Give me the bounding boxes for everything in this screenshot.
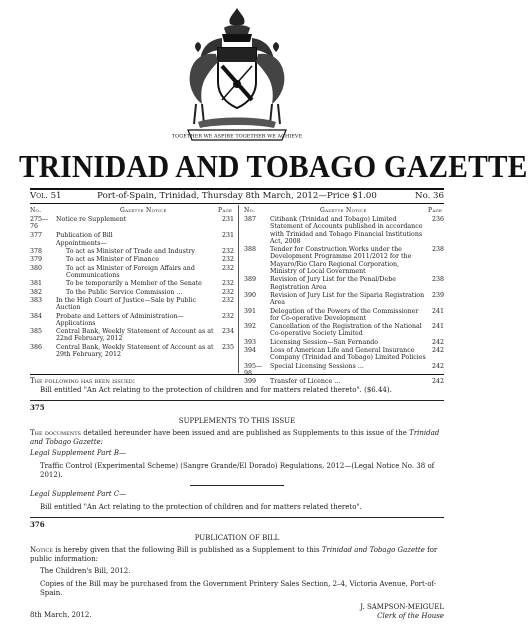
- contents-row: [244, 339, 444, 346]
- col-notice-right: Gazette Notice: [320, 207, 367, 214]
- contents-row: [30, 289, 234, 296]
- page-number: 232: [221, 296, 234, 304]
- contents-row: [244, 363, 444, 378]
- volume-label: Vol. 51: [30, 191, 62, 201]
- page-number: 235: [221, 343, 234, 351]
- notice-title: Probate and Letters of Administration—Applications: [56, 312, 184, 327]
- notice-number: 377: [30, 231, 43, 239]
- notice-title: Notice re Supplement: [56, 216, 127, 223]
- notice-title: Cancellation of the Registration of the National Co-operative Society Limited: [270, 323, 422, 338]
- notice-title: Appointments—: [56, 239, 107, 247]
- notice-title: To act as Minister of Trade and Industry: [66, 248, 195, 256]
- notice-number: 384: [30, 312, 43, 320]
- signature-block: [30, 603, 444, 625]
- notice-title: Transfer of Licence ...: [270, 378, 341, 386]
- coat-of-arms-icon: [171, 4, 303, 146]
- notice-number: 380: [30, 264, 43, 272]
- issue-number: No. 36: [415, 191, 444, 201]
- notice-intro: [30, 429, 444, 446]
- bill-issued-block: [30, 377, 444, 394]
- svg-text:TOGETHER WE ASPIRE TOGETHER WE: TOGETHER WE ASPIRE TOGETHER WE ACHIEVE: [171, 133, 303, 140]
- col-page-right: Page: [428, 207, 443, 214]
- notice-intro: [30, 546, 444, 563]
- notice-title: Delegation of the Powers of the Commissioner for Co-operative Development: [270, 307, 419, 322]
- contents-row: [30, 328, 234, 343]
- notice-number: 386: [30, 343, 43, 351]
- notice-heading: PUBLICATION OF BILL: [194, 533, 280, 542]
- notice-date: 8th March, 2012.: [30, 611, 92, 620]
- page-number: 242: [431, 362, 444, 370]
- signatory-block: [360, 603, 444, 620]
- legal-supplement-b: Legal Supplement Part B—: [30, 449, 126, 458]
- intro-lead: Notice: [30, 546, 54, 555]
- notice-title: To the Public Service Commission ...: [66, 288, 183, 296]
- notice-number: 394: [244, 347, 257, 355]
- contents-row: [30, 297, 234, 312]
- col-notice-left: Gazette Notice: [120, 207, 167, 214]
- col-no-left: No.: [30, 207, 42, 214]
- notice-title: Loss of American Life and General Insurance Company (Trinidad and Tobago) Limited Policies: [270, 347, 426, 362]
- notice-375-part-c: [30, 490, 444, 511]
- contents-row: [30, 248, 234, 255]
- notice-title: Revision of Jury List for the Penal/Debe Registration Area: [270, 276, 396, 291]
- notice-title: To be temporarily a Member of the Senate: [66, 280, 202, 288]
- notice-number: 375: [30, 403, 45, 412]
- contents-row: [30, 256, 234, 263]
- bill-issued-heading: The following has been issued:: [30, 377, 136, 385]
- notice-title: Special Licensing Sessions ...: [270, 362, 364, 370]
- notice-title: Central Bank, Weekly Statement of Account as at 22nd February, 2012: [56, 328, 214, 343]
- signatory-title: Clerk of the House: [377, 611, 444, 620]
- divider: [30, 517, 444, 518]
- page-number: 231: [221, 231, 234, 239]
- notice-number: 390: [244, 291, 257, 299]
- intro-tail: for public information:: [30, 546, 438, 563]
- notice-number: 381: [30, 280, 43, 288]
- notice-title: To act as Minister of Foreign Affairs and Communications: [66, 264, 195, 280]
- intro-rest: detailed hereunder have been issued and are published as Supplements to this issue of the: [80, 429, 410, 438]
- col-page-left: Page: [218, 207, 233, 214]
- contents-row: [244, 292, 444, 307]
- contents-row: [30, 240, 234, 247]
- notice-number: 391: [244, 307, 257, 315]
- contents-row: [30, 313, 234, 328]
- bill-issued-text: Bill entitled "An Act relating to the protection of children and for matters related thereto". ($6.44).: [40, 385, 392, 394]
- notice-number: 393: [244, 338, 257, 346]
- page-number: 239: [431, 291, 444, 299]
- notice-title: Citibank (Trinidad and Tobago) Limited Statement of Accounts published in accordance with Trinidad and Tobago Financial Institutions Act, 2008: [270, 216, 423, 245]
- notice-number: 382: [30, 288, 43, 296]
- signatory-name: J. SAMPSON-MEIGUEL: [360, 603, 444, 612]
- masthead-bar: [30, 190, 444, 203]
- page-number: 232: [221, 280, 234, 288]
- contents-row: [30, 280, 234, 287]
- short-divider: [190, 485, 284, 486]
- page-number: [220, 240, 234, 247]
- contents-row: [30, 232, 234, 239]
- contents-row: [30, 344, 234, 359]
- contents-row: [244, 347, 444, 362]
- notice-title: Tender for Construction Works under the Development Programme 2011/2012 for the Mayaro/Rio Claro Regional Corporation, Ministry of Local Government: [270, 246, 412, 276]
- page-number: 232: [221, 312, 234, 320]
- gazette-title: TRINIDAD AND TOBAGO GAZETTE: [18, 148, 528, 184]
- col-no-right: No.: [244, 207, 256, 214]
- page-number: 238: [431, 246, 444, 254]
- intro-italic: Trinidad and Tobago Gazette:: [30, 429, 440, 446]
- masthead-rule-bottom: [30, 203, 444, 204]
- page-number: 232: [221, 264, 234, 272]
- contents-row: [30, 216, 234, 231]
- notice-number: 387: [244, 216, 257, 223]
- notice-heading: SUPPLEMENTS TO THIS ISSUE: [178, 416, 296, 425]
- notice-title: Revision of Jury List for the Siparia Registration Area: [270, 291, 425, 307]
- notice-number: 389: [244, 276, 257, 284]
- contents-rule-bottom: [30, 374, 444, 375]
- notice-title: Central Bank, Weekly Statement of Account as at 29th February, 2012: [56, 343, 214, 359]
- notice-number: 275—76: [30, 216, 49, 231]
- page-number: 232: [221, 256, 234, 264]
- notice-title: To act as Minister of Finance: [66, 256, 159, 264]
- notice-number: 388: [244, 246, 257, 254]
- contents-row: [30, 265, 234, 280]
- page-number: 242: [431, 378, 444, 386]
- legal-supplement-c: Legal Supplement Part C—: [30, 490, 127, 498]
- notice-number: 399: [244, 378, 257, 386]
- notice-375: [30, 404, 444, 479]
- notice-number: 376: [30, 520, 45, 529]
- legal-supplement-b-text: Traffic Control (Experimental Scheme) (Sangre Grande/El Dorado) Regulations, 2012—(Legal Notice No. 38 of 2012).: [40, 461, 435, 479]
- contents-row: [244, 246, 444, 275]
- contents-left: [30, 216, 234, 359]
- page-number: 232: [221, 248, 234, 256]
- notice-number: 379: [30, 256, 43, 264]
- contents-right: [244, 216, 444, 387]
- notice-number: [30, 240, 56, 247]
- intro-lead: The documents: [30, 429, 81, 438]
- notice-number: 392: [244, 323, 257, 331]
- column-divider: [238, 205, 239, 373]
- page-number: 232: [221, 288, 234, 296]
- notice-title: In the High Court of Justice—Sale by Public Auction: [56, 296, 196, 312]
- page-number: 241: [431, 323, 444, 331]
- page-number: 231: [221, 216, 234, 223]
- notice-number: 383: [30, 296, 43, 304]
- contents-row: [244, 308, 444, 323]
- copies-text: Copies of the Bill may be purchased from the Government Printery Sales Section, 2–4, Victoria Avenue, Port-of-Spain.: [40, 579, 437, 597]
- notice-number: 395—: [244, 362, 263, 370]
- page-number: 241: [431, 307, 444, 315]
- intro-rest: is hereby given that the following Bill is published as a Supplement to this: [53, 546, 322, 555]
- intro-italic: Trinidad and Tobago Gazette: [321, 546, 425, 555]
- page-number: 242: [431, 347, 444, 355]
- notice-number: 378: [30, 248, 43, 256]
- contents-row: [244, 216, 444, 245]
- notice-376: [30, 521, 444, 625]
- contents-row: [244, 323, 444, 338]
- notice-number: 385: [30, 328, 43, 336]
- page-number: 238: [431, 276, 444, 284]
- page-number: 236: [431, 216, 444, 223]
- divider: [30, 400, 444, 401]
- place-date-price: Port-of-Spain, Trinidad, Thursday 8th March, 2012—Price $1.00: [97, 191, 377, 201]
- notice-title: Publication of Bill: [56, 231, 113, 239]
- legal-supplement-c-text: Bill entitled "An Act relating to the protection of children and for matters related thereto".: [40, 502, 362, 511]
- page-number: 242: [431, 338, 444, 346]
- contents-row: [244, 276, 444, 291]
- notice-title: Licensing Session—San Fernando: [270, 338, 379, 346]
- bill-title: The Children's Bill, 2012.: [40, 567, 131, 576]
- page-number: 234: [221, 328, 234, 336]
